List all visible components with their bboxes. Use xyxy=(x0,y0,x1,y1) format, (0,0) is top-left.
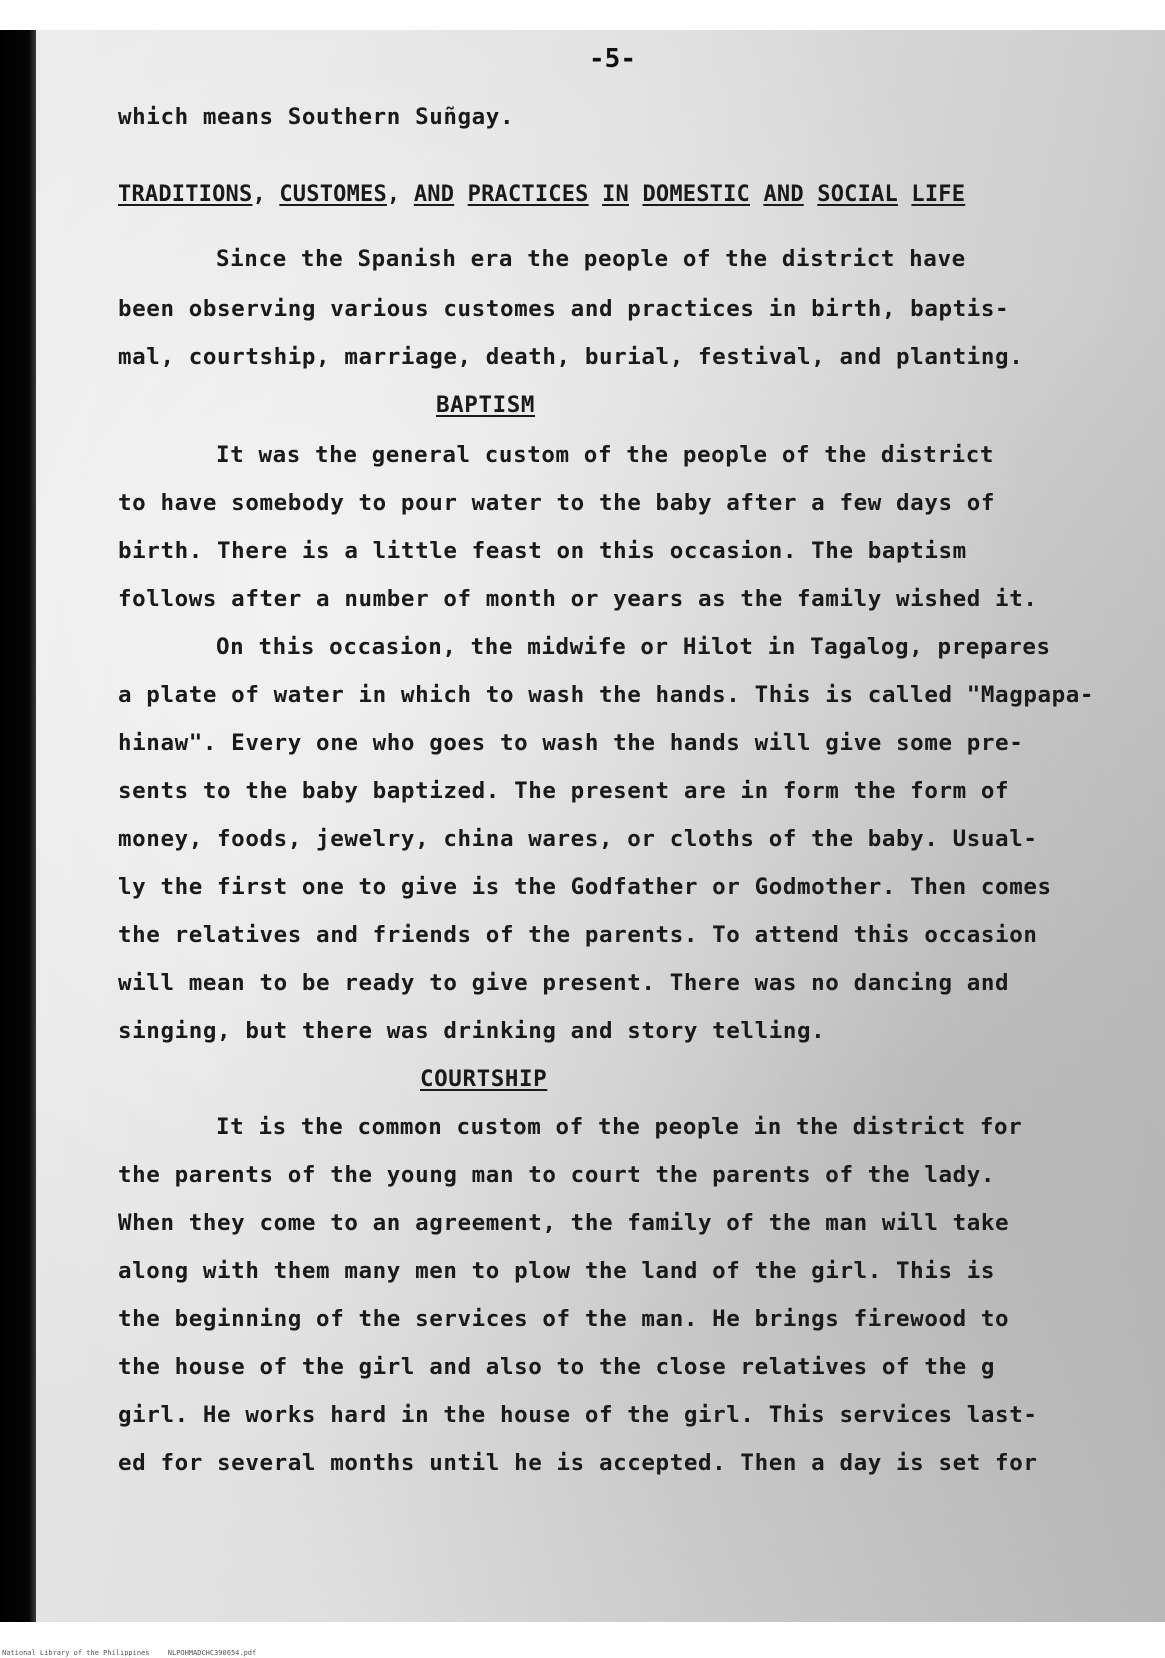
footer xyxy=(0,1648,1165,1658)
text-line: mal, courtship, marriage, death, burial, festival, and planting. xyxy=(118,344,1024,370)
heading-word: PRACTICES xyxy=(467,182,589,207)
text-line: girl. He works hard in the house of the girl. This services last- xyxy=(118,1402,1038,1428)
text-line: which means Southern Suñgay. xyxy=(118,104,515,130)
text-line: It is the common custom of the people in the district for xyxy=(216,1114,1023,1140)
text-line: the beginning of the services of the man. He brings firewood to xyxy=(118,1306,1010,1332)
text-line: the parents of the young man to court the parents of the lady. xyxy=(118,1162,996,1188)
subheading-baptism: BAPTISM xyxy=(436,392,536,418)
section-heading xyxy=(118,182,965,207)
text-line: ed for several months until he is accepted. Then a day is set for xyxy=(118,1450,1038,1476)
text-line: to have somebody to pour water to the baby after a few days of xyxy=(118,490,996,516)
page-number: -5- xyxy=(589,44,636,74)
text-line: When they come to an agreement, the family of the man will take xyxy=(118,1210,1010,1236)
heading-word: CUSTOMES xyxy=(279,182,387,207)
text-line: ly the first one to give is the Godfather or Godmother. Then comes xyxy=(118,874,1052,900)
heading-word: , xyxy=(386,182,401,207)
text-line: along with them many men to plow the land of the girl. This is xyxy=(118,1258,996,1284)
text-line: birth. There is a little feast on this occasion. The baptism xyxy=(118,538,967,564)
text-line: hinaw". Every one who goes to wash the hands will give some pre- xyxy=(118,730,1024,756)
text-line: singing, but there was drinking and story telling. xyxy=(118,1018,826,1044)
text-line: On this occasion, the midwife or Hilot in Tagalog, prepares xyxy=(216,634,1051,660)
heading-word: IN xyxy=(602,182,629,207)
text-line: Since the Spanish era the people of the district have xyxy=(216,246,966,272)
scan-dark-edge xyxy=(0,30,36,1622)
subheading-courtship: COURTSHIP xyxy=(420,1066,548,1092)
heading-word: AND xyxy=(413,182,455,207)
heading-word: LIFE xyxy=(911,182,966,207)
scanned-page xyxy=(0,30,1165,1622)
text-line: It was the general custom of the people of the district xyxy=(216,442,995,468)
heading-word: SOCIAL xyxy=(817,182,898,207)
text-line: a plate of water in which to wash the hands. This is called "Magpapa- xyxy=(118,682,1095,708)
text-line: the house of the girl and also to the close relatives of the g xyxy=(118,1354,996,1380)
text-line: follows after a number of month or years as the family wished it. xyxy=(118,586,1038,612)
heading-word: DOMESTIC xyxy=(642,182,750,207)
text-line: will mean to be ready to give present. There was no dancing and xyxy=(118,970,1010,996)
text-line: sents to the baby baptized. The present are in form the form of xyxy=(118,778,1010,804)
footer-source: National Library of the Philippines xyxy=(2,1649,150,1657)
heading-word: TRADITIONS xyxy=(118,182,253,207)
heading-word: AND xyxy=(763,182,804,207)
footer-filename: NLPOHMADCHC390654.pdf xyxy=(167,1649,257,1657)
heading-word: , xyxy=(252,182,266,207)
text-line: been observing various customes and practices in birth, baptis- xyxy=(118,296,1010,322)
text-line: the relatives and friends of the parents. To attend this occasion xyxy=(118,922,1038,948)
text-line: money, foods, jewelry, china wares, or cloths of the baby. Usual- xyxy=(118,826,1038,852)
